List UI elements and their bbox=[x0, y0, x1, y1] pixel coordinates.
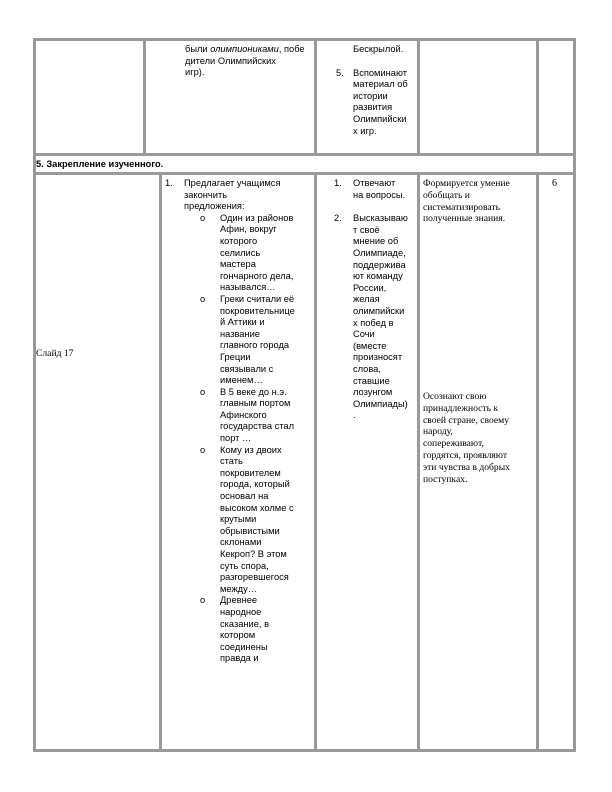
text-line: Бескрылой. bbox=[353, 44, 404, 54]
text-line bbox=[185, 44, 313, 56]
text-line: высоком холме с bbox=[220, 502, 294, 513]
text-line: суть спора, bbox=[220, 560, 269, 571]
bullet-marker: o bbox=[200, 293, 206, 304]
text-line: России, bbox=[353, 282, 387, 293]
text-line: Кекроп? В этом bbox=[220, 549, 287, 559]
text-line: мнение об bbox=[353, 236, 399, 247]
text-line: х игр. bbox=[353, 125, 377, 136]
text-line: Формируется умение bbox=[423, 178, 510, 189]
text-line: связывали с bbox=[220, 363, 274, 374]
text-line: своей стране, своему bbox=[423, 414, 510, 426]
bullet-marker: o bbox=[200, 212, 206, 223]
col-divider-2-top bbox=[314, 38, 317, 156]
text-line: соединены bbox=[220, 641, 268, 652]
text-line: желая bbox=[353, 294, 380, 305]
text-line: х побед в bbox=[353, 317, 394, 328]
text-line: В 5 веке до н.э. bbox=[220, 386, 287, 397]
table-border-bottom bbox=[33, 749, 576, 752]
text-line: . bbox=[353, 410, 356, 421]
text-line: Кому из двоих bbox=[220, 444, 282, 455]
question-list bbox=[165, 213, 315, 665]
text-line: селились bbox=[220, 247, 261, 258]
text-line: произносят bbox=[353, 352, 403, 363]
text-line: государства стал bbox=[220, 421, 295, 432]
time-minutes: 6 bbox=[552, 178, 557, 189]
text-line: Высказываю bbox=[353, 213, 408, 224]
text-line: ют команду bbox=[353, 271, 403, 282]
text-line: игр). bbox=[185, 67, 205, 78]
text-line: олимпийски bbox=[353, 305, 405, 316]
col-border-right bbox=[573, 38, 576, 752]
text-line: народу, bbox=[423, 426, 453, 438]
text-line: на вопросы. bbox=[353, 189, 406, 200]
row1-teacher-text bbox=[185, 44, 313, 79]
text-line: принадлежность к bbox=[423, 402, 499, 414]
text-line: Вспоминают bbox=[353, 67, 407, 78]
learning-outcomes-2 bbox=[423, 391, 537, 485]
text-line: истории bbox=[353, 90, 388, 101]
text-line: й Аттики и bbox=[220, 317, 265, 328]
text-line: Отвечают bbox=[353, 178, 396, 188]
text-line: правда и bbox=[220, 653, 259, 664]
text-line: склонами bbox=[220, 537, 262, 548]
teacher-activity bbox=[165, 178, 315, 665]
text-line: Один из районов bbox=[220, 212, 294, 223]
item-number: 5. bbox=[336, 67, 344, 78]
text-line: слова, bbox=[353, 363, 381, 374]
text-line: Олимпийски bbox=[353, 113, 407, 124]
text-line: крутыми bbox=[220, 514, 257, 525]
bullet-marker: o bbox=[200, 595, 206, 606]
text-line: полученные знания. bbox=[423, 213, 506, 225]
item-number: 1. bbox=[334, 178, 342, 188]
bullet-marker: o bbox=[200, 444, 206, 455]
question-item-3 bbox=[200, 387, 315, 445]
text-line: именем… bbox=[220, 375, 263, 386]
text-line: котором bbox=[220, 630, 256, 641]
bullet-marker: o bbox=[200, 386, 206, 397]
text-line: Греки считали её bbox=[220, 293, 295, 304]
text-line: дители Олимпийских bbox=[185, 55, 276, 66]
row1-student-text bbox=[336, 44, 421, 137]
col-divider-1-bottom bbox=[159, 172, 162, 752]
learning-outcomes-1 bbox=[423, 178, 537, 225]
text-line: сопереживают, bbox=[423, 438, 484, 450]
text-line: эти чувства в добрых bbox=[423, 461, 510, 473]
text-line: основал на bbox=[220, 491, 269, 502]
text-line: главного города bbox=[220, 340, 290, 351]
col-divider-1-top bbox=[143, 38, 146, 156]
question-item-5 bbox=[200, 595, 315, 665]
text-line: гончарного дела, bbox=[220, 270, 294, 281]
student-item-5 bbox=[336, 68, 421, 138]
text-line: разгоревшегося bbox=[220, 572, 289, 583]
text-line: сказание, в bbox=[220, 618, 270, 629]
question-item-1 bbox=[200, 213, 315, 294]
text-line: Олимпиады) bbox=[353, 398, 408, 409]
text-line: развития bbox=[353, 102, 393, 113]
question-item-4 bbox=[200, 445, 315, 596]
item-number: 2. bbox=[334, 213, 342, 224]
text-line: предложения: bbox=[184, 201, 245, 212]
text-line: главным портом bbox=[220, 398, 291, 409]
text-line: Осознают свою bbox=[423, 391, 487, 402]
item-number: 1. bbox=[165, 178, 173, 188]
text-line: систематизировать bbox=[423, 201, 500, 213]
text-line: закончить bbox=[184, 189, 228, 200]
text-line: гордятся, проявляют bbox=[423, 449, 508, 461]
student-activity bbox=[334, 178, 420, 422]
text-line: Афин, вокруг bbox=[220, 224, 277, 235]
student-item-1 bbox=[334, 178, 420, 201]
text-line: покровителем bbox=[220, 467, 281, 478]
col-divider-4-top bbox=[536, 38, 539, 156]
student-item-2 bbox=[334, 213, 420, 422]
text-line: которого bbox=[220, 235, 258, 246]
text-line: порт … bbox=[220, 433, 252, 444]
table-border-top bbox=[33, 38, 576, 41]
text-line: покровительнице bbox=[220, 305, 295, 316]
text-line: города, который bbox=[220, 479, 290, 490]
text-line: Предлагает учащимся bbox=[184, 178, 281, 188]
text-line: обобщать и bbox=[423, 189, 470, 201]
text-line: поступках. bbox=[423, 473, 468, 485]
text-line: т своё bbox=[353, 224, 380, 235]
text-line: Сочи bbox=[353, 329, 375, 340]
question-item-2 bbox=[200, 294, 315, 387]
row-divider-1 bbox=[33, 153, 576, 156]
text-line: Греции bbox=[220, 351, 251, 362]
text-line: материал об bbox=[353, 79, 408, 90]
section-title: 5. Закрепление изученного. bbox=[36, 159, 164, 169]
slide-label: Слайд 17 bbox=[36, 348, 74, 359]
text-line: Древнее bbox=[220, 595, 258, 606]
text-line: лозунгом bbox=[353, 387, 393, 398]
text-line: ставшие bbox=[353, 375, 390, 386]
text-line: назывался… bbox=[220, 282, 276, 293]
text-line: стать bbox=[220, 456, 243, 467]
teacher-item-1 bbox=[165, 178, 315, 213]
row-divider-2 bbox=[33, 172, 576, 175]
text-line: (вместе bbox=[353, 340, 387, 351]
text-line: поддержива bbox=[353, 259, 406, 270]
text-line: обрывистыми bbox=[220, 525, 280, 536]
text-fragment: , побе bbox=[278, 44, 305, 54]
text-fragment: были bbox=[185, 44, 211, 54]
col-border-left bbox=[33, 38, 36, 752]
text-line: мастера bbox=[220, 259, 256, 270]
text-line: название bbox=[220, 328, 260, 339]
text-line: Олимпиаде, bbox=[353, 247, 406, 258]
italic-word: олимпиониками bbox=[210, 44, 279, 54]
text-line: Афинского bbox=[220, 409, 267, 420]
text-line: между… bbox=[220, 583, 258, 594]
text-line: народное bbox=[220, 606, 262, 617]
